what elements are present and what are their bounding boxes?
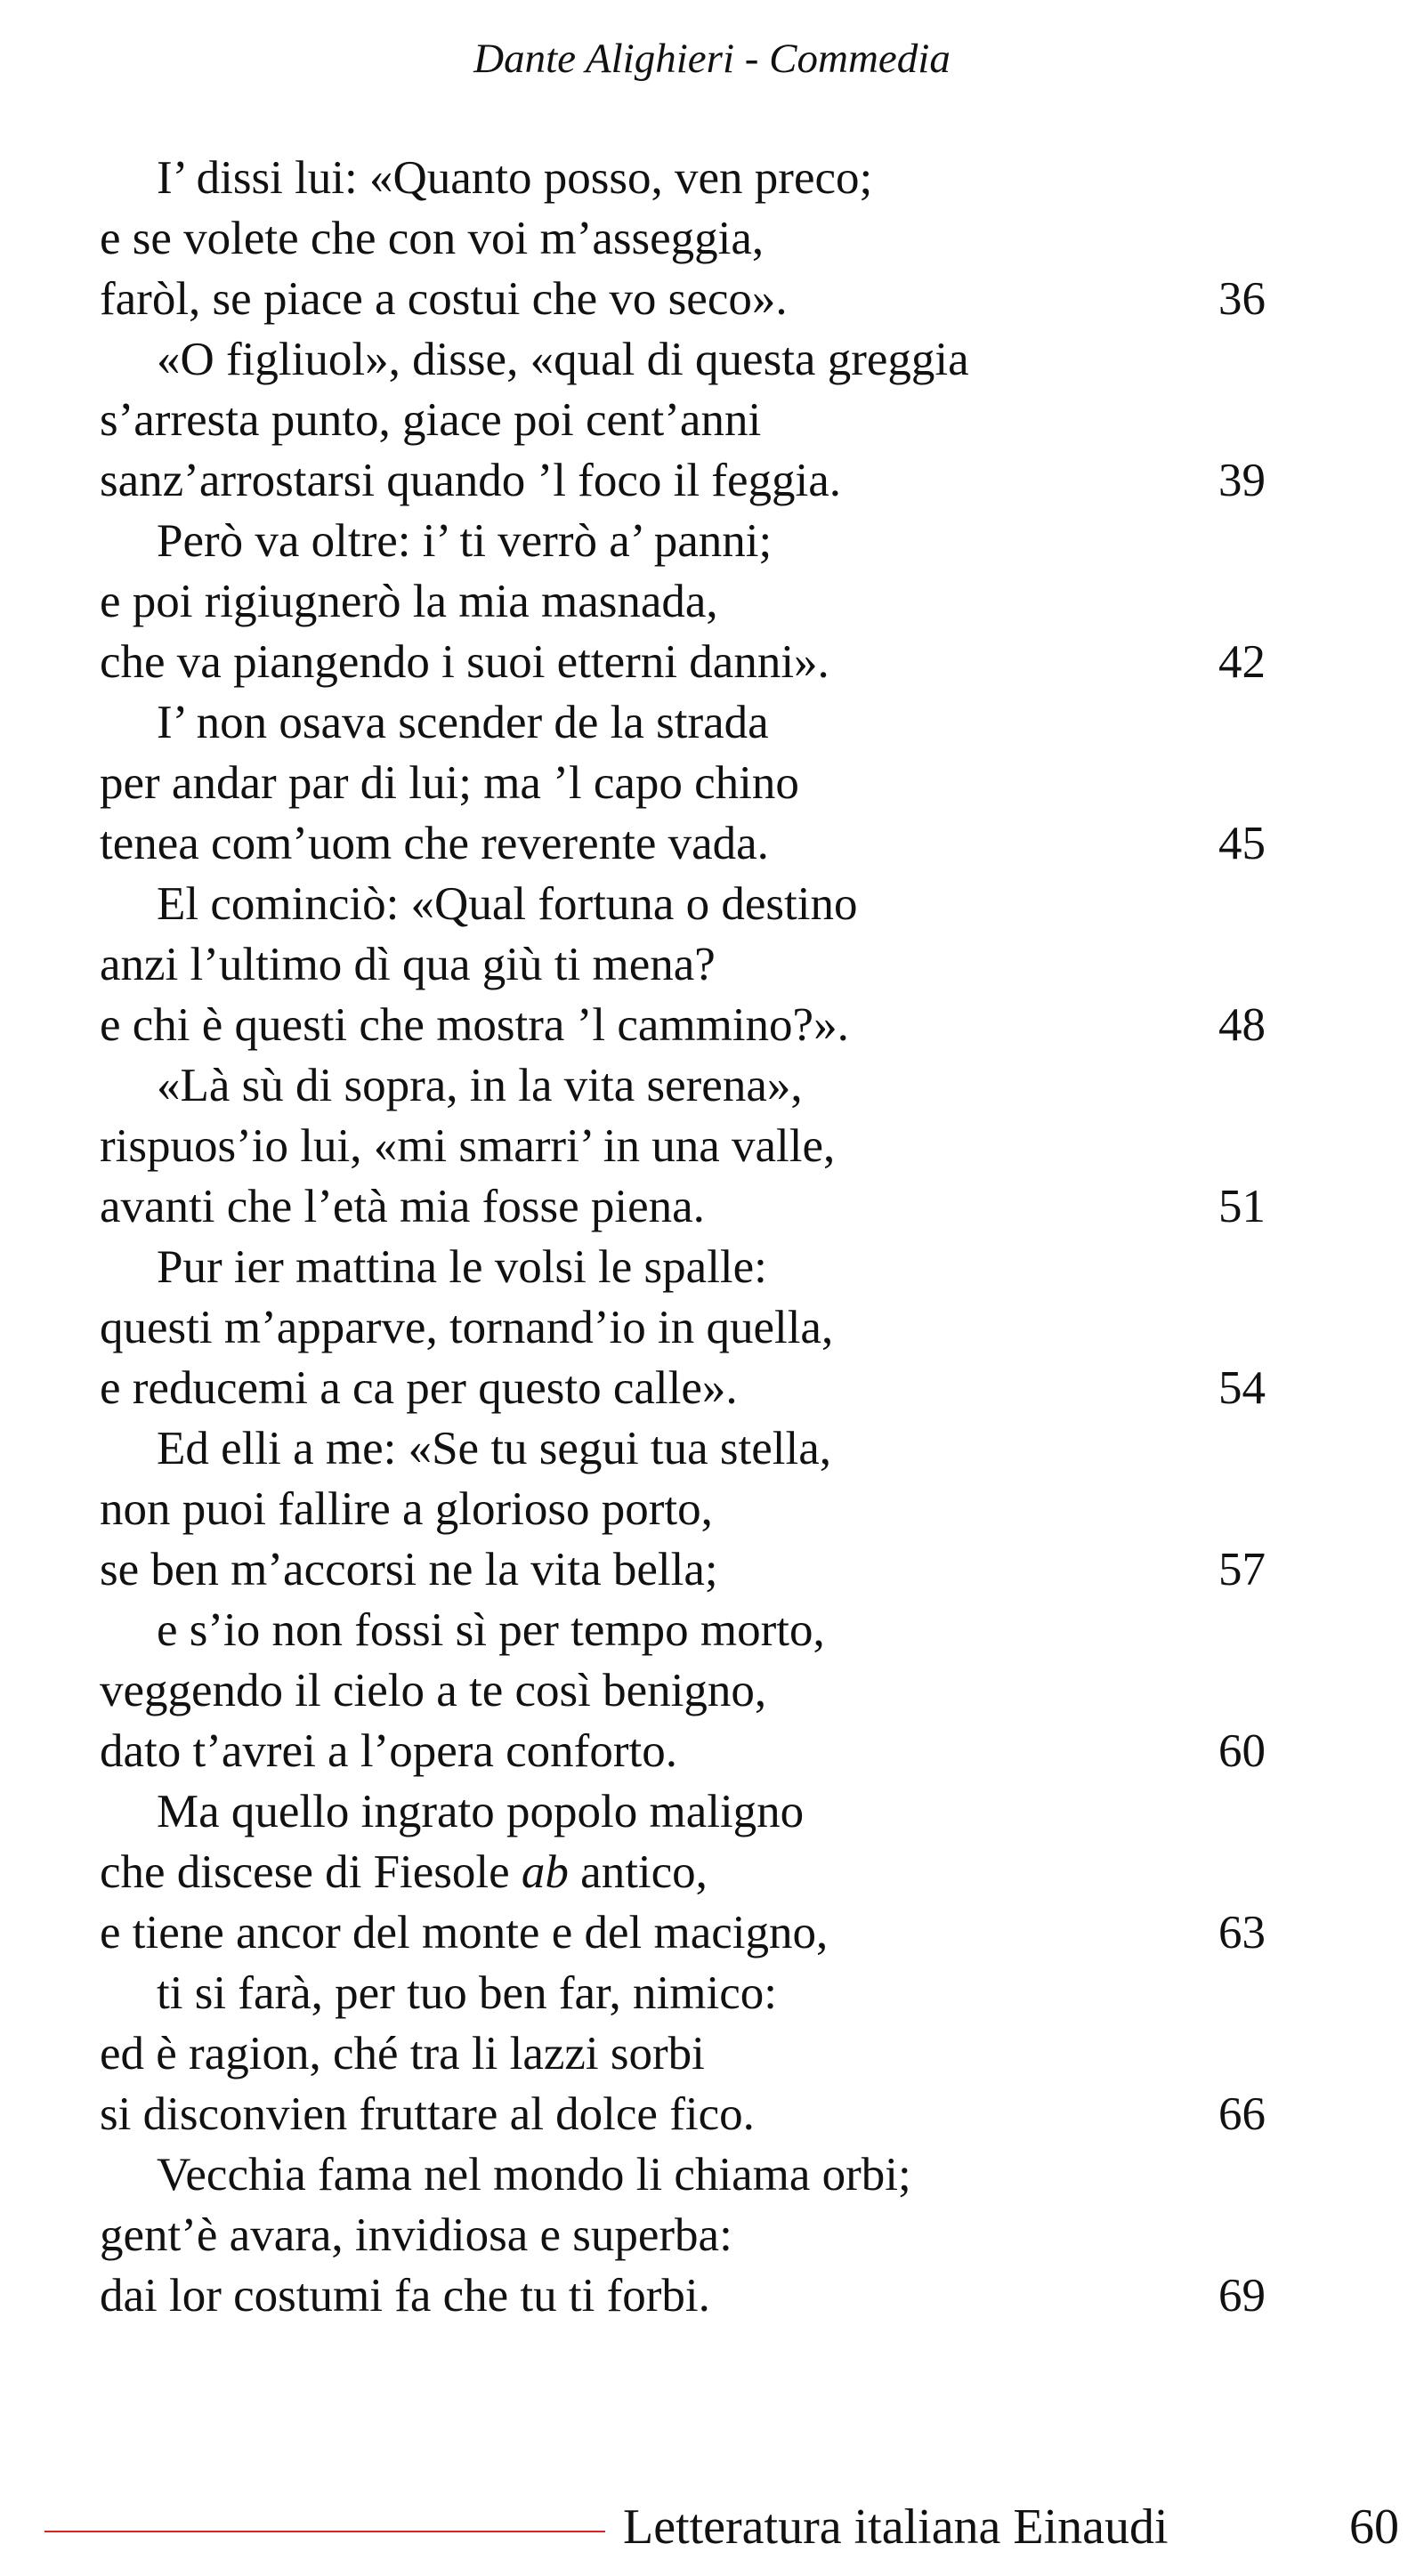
verse-line bbox=[100, 1418, 1266, 1479]
verse-text: veggendo il cielo a te così benigno, bbox=[100, 1665, 767, 1716]
verse-text: El cominciò: «Qual fortuna o destino bbox=[157, 878, 858, 930]
verse-text: tenea com’uom che reverente vada. bbox=[100, 818, 769, 869]
verse-text: I’ non osava scender de la strada bbox=[157, 697, 769, 748]
verse-line bbox=[100, 1781, 1266, 1842]
verse-text: sanz’arrostarsi quando ’l foco il feggia. bbox=[100, 455, 841, 506]
footer-red-rule bbox=[44, 2531, 605, 2532]
verse-line bbox=[100, 934, 1266, 995]
verse-line bbox=[100, 2144, 1266, 2205]
verse-line bbox=[100, 450, 1266, 511]
verse-text: Però va oltre: i’ ti verrò a’ panni; bbox=[157, 515, 773, 567]
verse-text: si disconvien fruttare al dolce fico. bbox=[100, 2088, 755, 2140]
verse-line bbox=[100, 1237, 1266, 1297]
verse-line bbox=[100, 2205, 1266, 2265]
line-number: 66 bbox=[1218, 2088, 1266, 2140]
verse-text: che discese di Fiesole ab antico, bbox=[100, 1846, 708, 1898]
verse-line bbox=[100, 874, 1266, 934]
verse-text: e chi è questi che mostra ’l cammino?». bbox=[100, 999, 849, 1051]
line-number: 69 bbox=[1218, 2270, 1266, 2322]
verse-text: «Là sù di sopra, in la vita serena», bbox=[157, 1060, 803, 1111]
tercet bbox=[100, 1781, 1266, 1963]
verse-line bbox=[100, 329, 1266, 390]
running-head: Dante Alighieri - Commedia bbox=[473, 36, 951, 82]
verse-text: Ma quello ingrato popolo maligno bbox=[157, 1786, 805, 1837]
verse-text: non puoi fallire a glorioso porto, bbox=[100, 1483, 713, 1535]
verse-text: e se volete che con voi m’asseggia, bbox=[100, 213, 765, 264]
verse-text: gent’è avara, invidiosa e superba: bbox=[100, 2209, 732, 2261]
verse-text: e poi rigiugnerò la mia masnada, bbox=[100, 576, 718, 627]
verse-line bbox=[100, 1479, 1266, 1539]
verse-line bbox=[100, 2265, 1266, 2326]
verse-text: questi m’apparve, tornand’io in quella, bbox=[100, 1302, 834, 1353]
line-number: 54 bbox=[1218, 1362, 1266, 1414]
verse-line bbox=[100, 1721, 1266, 1781]
tercet bbox=[100, 1055, 1266, 1237]
verse-text: se ben m’accorsi ne la vita bella; bbox=[100, 1544, 718, 1595]
verse-line bbox=[100, 1902, 1266, 1963]
publisher-name: Letteratura italiana Einaudi bbox=[623, 2499, 1169, 2555]
tercet bbox=[100, 511, 1266, 692]
verse-text: dato t’avrei a l’opera conforto. bbox=[100, 1725, 677, 1777]
verse-line bbox=[100, 390, 1266, 450]
line-number: 45 bbox=[1218, 818, 1266, 869]
page-number: 60 bbox=[1349, 2499, 1399, 2555]
verse-text: e tiene ancor del monte e del macigno, bbox=[100, 1907, 829, 1958]
verse-text: ed è ragion, ché tra li lazzi sorbi bbox=[100, 2028, 705, 2079]
line-number: 63 bbox=[1218, 1907, 1266, 1958]
verse-text: che va piangendo i suoi etterni danni». bbox=[100, 636, 829, 688]
verse-line bbox=[100, 1358, 1266, 1418]
verse-line bbox=[100, 1600, 1266, 1660]
verse-text: «O figliuol», disse, «qual di questa greggia bbox=[157, 334, 969, 385]
verse-text: e reducemi a ca per questo calle». bbox=[100, 1362, 738, 1414]
verse-line bbox=[100, 2023, 1266, 2084]
verse-line bbox=[100, 1116, 1266, 1176]
tercet bbox=[100, 1600, 1266, 1781]
poem-body bbox=[100, 148, 1266, 2326]
verse-text: Pur ier mattina le volsi le spalle: bbox=[157, 1241, 767, 1293]
verse-line bbox=[100, 1963, 1266, 2023]
tercet bbox=[100, 1963, 1266, 2144]
tercet bbox=[100, 692, 1266, 874]
line-number: 36 bbox=[1218, 273, 1266, 325]
verse-text: anzi l’ultimo dì qua giù ti mena? bbox=[100, 939, 716, 990]
verse-line bbox=[100, 1539, 1266, 1600]
verse-line bbox=[100, 1176, 1266, 1237]
tercet bbox=[100, 874, 1266, 1055]
verse-text: Ed elli a me: «Se tu segui tua stella, bbox=[157, 1423, 832, 1474]
verse-line bbox=[100, 632, 1266, 692]
tercet bbox=[100, 1418, 1266, 1600]
tercet bbox=[100, 329, 1266, 511]
verse-text: faròl, se piace a costui che vo seco». bbox=[100, 273, 788, 325]
verse-text: avanti che l’età mia fosse piena. bbox=[100, 1181, 705, 1232]
verse-text: per andar par di lui; ma ’l capo chino bbox=[100, 757, 799, 809]
verse-text: ti si farà, per tuo ben far, nimico: bbox=[157, 1967, 777, 2019]
verse-text: Vecchia fama nel mondo li chiama orbi; bbox=[157, 2149, 911, 2201]
verse-line bbox=[100, 571, 1266, 632]
line-number: 42 bbox=[1218, 636, 1266, 688]
line-number: 39 bbox=[1218, 455, 1266, 506]
line-number: 48 bbox=[1218, 999, 1266, 1051]
verse-line bbox=[100, 692, 1266, 753]
verse-text: e s’io non fossi sì per tempo morto, bbox=[157, 1604, 825, 1656]
verse-line bbox=[100, 995, 1266, 1055]
line-number: 57 bbox=[1218, 1544, 1266, 1595]
verse-line bbox=[100, 511, 1266, 571]
tercet bbox=[100, 2144, 1266, 2326]
verse-line bbox=[100, 208, 1266, 269]
verse-line bbox=[100, 1842, 1266, 1902]
verse-line bbox=[100, 148, 1266, 208]
verse-text: I’ dissi lui: «Quanto posso, ven preco; bbox=[157, 152, 873, 204]
verse-text: dai lor costumi fa che tu ti forbi. bbox=[100, 2270, 710, 2322]
tercet bbox=[100, 148, 1266, 329]
verse-line bbox=[100, 753, 1266, 813]
verse-line bbox=[100, 2084, 1266, 2144]
verse-text: rispuos’io lui, «mi smarri’ in una valle, bbox=[100, 1120, 836, 1172]
verse-line bbox=[100, 1055, 1266, 1116]
line-number: 60 bbox=[1218, 1725, 1266, 1777]
verse-text: s’arresta punto, giace poi cent’anni bbox=[100, 394, 762, 446]
verse-line bbox=[100, 1660, 1266, 1721]
verse-line bbox=[100, 269, 1266, 329]
verse-line bbox=[100, 813, 1266, 874]
verse-line bbox=[100, 1297, 1266, 1358]
page-footer bbox=[0, 2491, 1424, 2563]
line-number: 51 bbox=[1218, 1181, 1266, 1232]
tercet bbox=[100, 1237, 1266, 1418]
